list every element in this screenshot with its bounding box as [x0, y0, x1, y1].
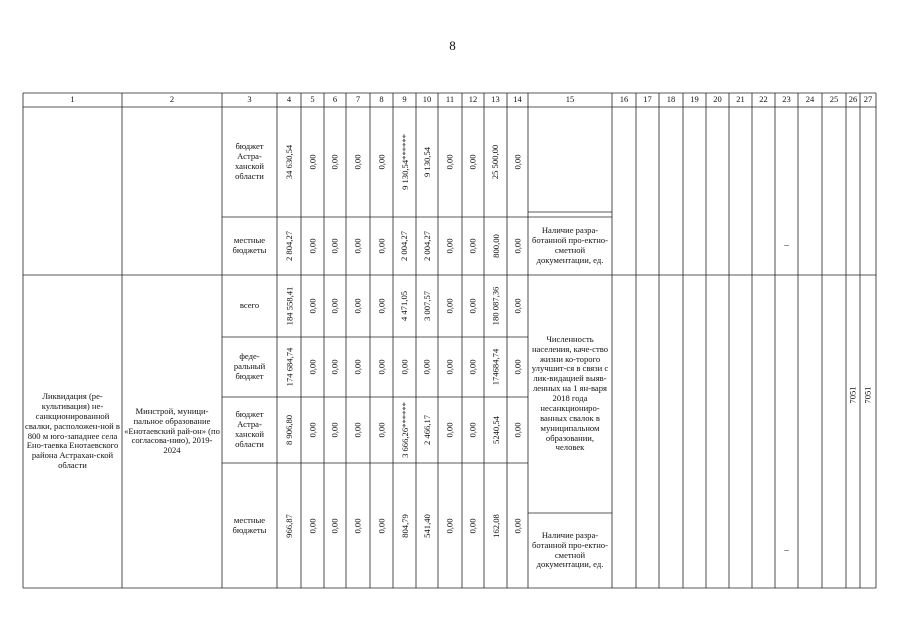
value-cell — [370, 217, 393, 275]
header-cell-19: 19 — [690, 94, 699, 105]
value-cell — [438, 463, 462, 588]
value-cell-text: 0,00 — [444, 359, 455, 375]
header-cell-4: 4 — [286, 94, 292, 105]
page-number: 8 — [449, 38, 456, 53]
value-cell — [346, 275, 370, 337]
value-cell-text: 0,00 — [329, 359, 340, 375]
value-cell — [393, 337, 416, 397]
value-cell — [301, 217, 324, 275]
value-cell-text: 0,00 — [352, 238, 363, 254]
value-cell — [346, 107, 370, 217]
value-cell — [484, 107, 507, 217]
funding-source-cell: бюджет Астра-ханской области — [234, 141, 265, 181]
value-cell — [393, 217, 416, 275]
measure-name-cell: Ликвидация (ре-культивация) не-санкционированной свалки, расположен-ной в 800 м юго-западнее села Ено-таевка Енотаевского района Астрахан-ской области — [25, 391, 120, 471]
value-cell-text: 0,00 — [467, 238, 478, 254]
value-cell-text: 2 004,27 — [422, 230, 433, 262]
value-cell-text: 0,00 — [307, 517, 318, 534]
value-cell — [277, 463, 301, 588]
header-cell-5: 5 — [310, 94, 315, 105]
value-cell — [324, 463, 346, 588]
value-cell-text: 0,00 — [512, 238, 523, 254]
value-cell — [438, 275, 462, 337]
header-cell-24: 24 — [805, 94, 815, 105]
value-cell-text: 4 471,05 — [399, 290, 410, 322]
indicator-mark: – — [784, 544, 789, 555]
value-cell-text: 162,08 — [490, 513, 501, 538]
value-cell — [416, 397, 438, 463]
value-cell-text: 0,00 — [512, 359, 523, 375]
value-cell — [346, 463, 370, 588]
value-cell-text: 0,00 — [352, 154, 363, 170]
header-cell-10: 10 — [422, 94, 432, 105]
value-cell — [507, 275, 528, 337]
value-cell — [393, 107, 416, 217]
header-cell-25: 25 — [829, 94, 839, 105]
value-cell-text: 0,00 — [399, 359, 410, 375]
indicator-mark: – — [784, 239, 789, 250]
value-cell — [484, 275, 507, 337]
value-cell — [416, 275, 438, 337]
value-cell — [370, 397, 393, 463]
indicator-value-cell-text: 7051 — [848, 386, 858, 404]
indicator-value-cell — [846, 370, 860, 420]
value-cell — [324, 397, 346, 463]
value-cell-text: 0,00 — [444, 422, 455, 438]
value-cell-text: 0,00 — [376, 359, 387, 375]
value-cell — [438, 217, 462, 275]
header-cell-13: 13 — [491, 94, 500, 105]
value-cell — [277, 275, 301, 337]
value-cell-text: 0,00 — [512, 422, 523, 438]
value-cell-text: 0,00 — [444, 298, 455, 314]
value-cell — [346, 337, 370, 397]
value-cell — [393, 463, 416, 588]
value-cell-text: 0,00 — [307, 154, 318, 170]
value-cell-text: 0,00 — [307, 359, 318, 375]
value-cell-text: 0,00 — [444, 238, 455, 254]
value-cell-text: 0,00 — [512, 154, 523, 170]
value-cell — [462, 275, 484, 337]
value-cell — [324, 337, 346, 397]
value-cell-text: 800,00 — [490, 234, 501, 258]
value-cell-text: 0,00 — [467, 422, 478, 438]
value-cell-text: 0,00 — [329, 517, 340, 534]
header-cell-27: 27 — [863, 94, 873, 105]
value-cell — [324, 275, 346, 337]
value-cell — [301, 275, 324, 337]
header-cell-7: 7 — [355, 94, 361, 105]
value-cell — [462, 397, 484, 463]
indicator-cell: Наличие разра-ботанной про-ектно-сметной документации, ед. — [532, 225, 608, 265]
header-cell-18: 18 — [666, 94, 676, 105]
funding-source-cell: феде-ральный бюджет — [233, 351, 266, 381]
value-cell — [277, 217, 301, 275]
header-cell-2: 2 — [169, 94, 175, 105]
value-cell-text: 0,00 — [444, 154, 455, 170]
value-cell — [277, 337, 301, 397]
value-cell-text: 174684,74 — [490, 348, 501, 386]
header-cell-9: 9 — [402, 94, 407, 105]
value-cell — [346, 217, 370, 275]
value-cell-text: 0,00 — [352, 359, 363, 375]
value-cell — [370, 337, 393, 397]
value-cell — [346, 397, 370, 463]
value-cell-text: 0,00 — [512, 298, 523, 314]
header-cell-17: 17 — [643, 94, 652, 105]
funding-source-cell: бюджет Астра-ханской области — [234, 409, 265, 449]
value-cell-text: 5240,54 — [490, 416, 501, 444]
value-cell — [416, 107, 438, 217]
value-cell-text: 184 558,41 — [284, 286, 295, 326]
value-cell — [393, 397, 416, 463]
value-cell — [416, 337, 438, 397]
header-cell-23: 23 — [782, 94, 791, 105]
value-cell — [370, 463, 393, 588]
value-cell-text: 3 666,26****** — [399, 402, 410, 458]
value-cell — [438, 337, 462, 397]
value-cell-text: 0,00 — [512, 517, 523, 534]
value-cell-text: 0,00 — [329, 238, 340, 254]
indicator-value-cell-text: 7051 — [863, 386, 873, 404]
value-cell — [416, 217, 438, 275]
value-cell — [507, 463, 528, 588]
value-cell — [370, 107, 393, 217]
value-cell — [393, 275, 416, 337]
value-cell-text: 0,00 — [421, 359, 432, 375]
value-cell-text: 0,00 — [467, 154, 478, 170]
value-cell-text: 0,00 — [329, 154, 340, 170]
value-cell-text: 2 804,27 — [284, 230, 295, 262]
value-cell-text: 0,00 — [467, 517, 478, 534]
value-cell — [277, 397, 301, 463]
value-cell — [484, 397, 507, 463]
value-cell — [507, 217, 528, 275]
value-cell — [484, 337, 507, 397]
value-cell-text: 0,00 — [376, 154, 387, 170]
value-cell-text: 0,00 — [329, 422, 340, 438]
value-cell-text: 180 087,36 — [490, 286, 501, 326]
header-cell-8: 8 — [379, 94, 384, 105]
value-cell — [484, 217, 507, 275]
value-cell — [301, 337, 324, 397]
funding-source-cell: местные бюджеты — [232, 514, 267, 535]
value-cell-text: 2 004,27 — [399, 230, 410, 262]
executor-cell: Минстрой, муници-пальное образование «Енотаевский рай-он» (по согласова-нию), 2019-2024 — [124, 405, 220, 456]
value-cell — [438, 397, 462, 463]
value-cell-text: 174 684,74 — [284, 347, 295, 387]
value-cell-text: 0,00 — [307, 238, 318, 254]
value-cell — [277, 107, 301, 217]
value-cell-text: 25 500,00 — [490, 144, 501, 180]
value-cell-text: 966,87 — [283, 513, 294, 538]
header-cell-6: 6 — [332, 94, 338, 105]
value-cell-text: 9 130,54****** — [399, 134, 410, 190]
value-cell — [507, 397, 528, 463]
value-cell-text: 0,00 — [307, 422, 318, 438]
indicator-cell: Наличие разра-ботанной про-ектно-сметной документации, ед. — [532, 529, 608, 570]
value-cell-text: 0,00 — [376, 517, 387, 534]
value-cell — [370, 275, 393, 337]
header-cell-14: 14 — [513, 94, 522, 105]
header-cell-3: 3 — [247, 94, 252, 105]
value-cell-text: 541,40 — [422, 513, 433, 538]
value-cell — [324, 217, 346, 275]
value-cell-text: 0,00 — [376, 298, 387, 314]
value-cell-text: 0,00 — [376, 422, 387, 438]
value-cell — [301, 107, 324, 217]
value-cell-text: 0,00 — [352, 298, 363, 314]
header-cell-22: 22 — [759, 94, 768, 105]
value-cell — [462, 463, 484, 588]
value-cell-text: 2 466,17 — [422, 414, 433, 446]
value-cell-text: 0,00 — [352, 517, 363, 534]
value-cell-text: 0,00 — [467, 298, 478, 314]
value-cell — [438, 107, 462, 217]
value-cell-text: 0,00 — [329, 298, 340, 314]
value-cell — [484, 463, 507, 588]
header-cell-21: 21 — [736, 94, 745, 105]
header-cell-26: 26 — [848, 94, 858, 105]
funding-source-cell: всего — [239, 300, 260, 311]
value-cell — [301, 463, 324, 588]
header-cell-20: 20 — [713, 94, 722, 105]
value-cell-text: 8 906,80 — [284, 414, 295, 446]
value-cell — [462, 217, 484, 275]
header-cell-11: 11 — [445, 94, 455, 105]
value-cell-text: 3 007,57 — [422, 290, 433, 322]
value-cell — [462, 107, 484, 217]
value-cell-text: 0,00 — [376, 238, 387, 254]
header-cell-1: 1 — [70, 94, 75, 105]
header-cell-15: 15 — [565, 94, 575, 105]
value-cell-text: 9 130,54 — [422, 146, 433, 178]
value-cell — [507, 107, 528, 217]
value-cell — [324, 107, 346, 217]
value-cell-text: 0,00 — [467, 359, 478, 375]
value-cell-text: 0,00 — [444, 517, 455, 534]
value-cell — [462, 337, 484, 397]
indicator-cell: Численность населения, каче-ство жизни ко-торого улучшит-ся в связи с лик-видацией выяв-ленных на 1 ян-варя 2018 года несанкциониро-ванных свалок в муниципальном образовании, человек — [531, 333, 609, 453]
value-cell — [301, 397, 324, 463]
value-cell-text: 804,79 — [399, 513, 410, 538]
indicator-value-cell — [860, 370, 876, 420]
header-cell-16: 16 — [619, 94, 629, 105]
funding-source-cell: местные бюджеты — [232, 235, 267, 255]
value-cell-text: 0,00 — [352, 422, 363, 438]
header-cell-12: 12 — [468, 94, 478, 105]
value-cell — [507, 337, 528, 397]
value-cell-text: 34 630,54 — [284, 144, 294, 180]
value-cell — [416, 463, 438, 588]
value-cell-text: 0,00 — [307, 298, 318, 314]
